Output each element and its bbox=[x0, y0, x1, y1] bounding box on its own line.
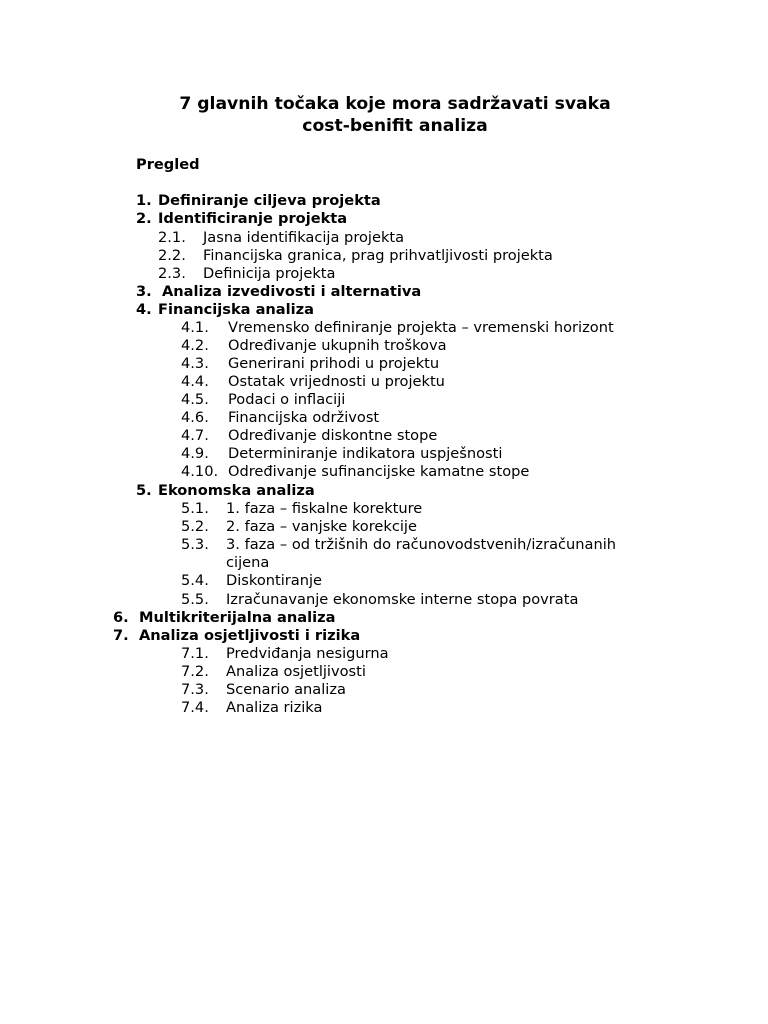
item-number: 4.6. bbox=[181, 409, 209, 426]
item-label: Izračunavanje ekonomske interne stopa povrata bbox=[226, 591, 579, 608]
item-label: 2. faza – vanjske korekcije bbox=[226, 518, 417, 535]
item-number: 5.1. bbox=[181, 500, 209, 517]
section-3 bbox=[136, 283, 421, 301]
list-item bbox=[181, 391, 345, 409]
list-item bbox=[181, 536, 616, 554]
section-label: Financijska analiza bbox=[158, 301, 315, 318]
section-number: 4. bbox=[136, 301, 152, 318]
item-label: Definicija projekta bbox=[203, 265, 336, 282]
document-title-line-2: cost-benifit analiza bbox=[302, 116, 488, 136]
item-number: 4.10. bbox=[181, 463, 219, 480]
section-1 bbox=[136, 192, 381, 210]
list-item bbox=[181, 681, 346, 699]
list-item bbox=[158, 229, 404, 247]
item-number: 7.1. bbox=[181, 645, 209, 662]
list-item bbox=[181, 463, 529, 481]
list-item bbox=[181, 319, 614, 337]
item-number: 4.1. bbox=[181, 319, 209, 336]
list-item bbox=[181, 699, 322, 717]
list-item bbox=[181, 572, 322, 590]
item-number: 5.2. bbox=[181, 518, 209, 535]
list-item bbox=[181, 591, 578, 609]
list-item bbox=[181, 355, 439, 373]
section-number: 1. bbox=[136, 192, 152, 209]
item-label: Ostatak vrijednosti u projektu bbox=[228, 373, 445, 390]
item-label: Podaci o inflaciji bbox=[228, 391, 346, 408]
item-number: 4.3. bbox=[181, 355, 209, 372]
item-number: 4.2. bbox=[181, 337, 209, 354]
list-item bbox=[181, 645, 389, 663]
item-number: 7.3. bbox=[181, 681, 209, 698]
list-item bbox=[158, 247, 553, 265]
section-2 bbox=[136, 210, 347, 228]
list-item bbox=[181, 500, 422, 518]
item-number: 5.3. bbox=[181, 536, 209, 553]
section-label: Multikriterijalna analiza bbox=[139, 609, 336, 626]
item-number: 4.4. bbox=[181, 373, 209, 390]
item-label: Analiza osjetljivosti bbox=[226, 663, 366, 680]
section-number: 6. bbox=[113, 609, 129, 626]
section-label: Analiza izvedivosti i alternativa bbox=[162, 283, 422, 300]
item-label: Predviđanja nesigurna bbox=[226, 645, 389, 662]
section-7 bbox=[113, 627, 360, 645]
section-number: 5. bbox=[136, 482, 152, 499]
item-label: Jasna identifikacija projekta bbox=[203, 229, 405, 246]
item-label: Determiniranje indikatora uspješnosti bbox=[228, 445, 503, 462]
item-number: 4.9. bbox=[181, 445, 209, 462]
item-number: 2.2. bbox=[158, 247, 186, 264]
item-label: Analiza rizika bbox=[226, 699, 323, 716]
item-label: 1. faza – fiskalne korekture bbox=[226, 500, 423, 517]
item-number: 4.7. bbox=[181, 427, 209, 444]
section-label: Ekonomska analiza bbox=[158, 482, 315, 499]
item-label: 3. faza – od tržišnih do računovodstvenih/izračunanih bbox=[226, 536, 617, 553]
section-label: Definiranje ciljeva projekta bbox=[158, 192, 381, 209]
section-label: Identificiranje projekta bbox=[158, 210, 348, 227]
item-label: Određivanje sufinancijske kamatne stope bbox=[228, 463, 530, 480]
item-label: Određivanje ukupnih troškova bbox=[228, 337, 447, 354]
item-label: Scenario analiza bbox=[226, 681, 346, 698]
list-item bbox=[181, 373, 445, 391]
item-label: Određivanje diskontne stope bbox=[228, 427, 438, 444]
section-number: 2. bbox=[136, 210, 152, 227]
item-number: 5.5. bbox=[181, 591, 209, 608]
section-number: 7. bbox=[113, 627, 129, 644]
section-label: Analiza osjetljivosti i rizika bbox=[139, 627, 361, 644]
list-item-continuation: cijena bbox=[226, 554, 270, 571]
list-item bbox=[181, 427, 437, 445]
list-item bbox=[181, 445, 502, 463]
document-title-line-1: 7 glavnih točaka koje mora sadržavati svaka bbox=[179, 94, 611, 114]
item-number: 5.4. bbox=[181, 572, 209, 589]
item-number: 7.2. bbox=[181, 663, 209, 680]
list-item bbox=[181, 409, 379, 427]
list-item bbox=[181, 518, 417, 536]
item-label: Generirani prihodi u projektu bbox=[228, 355, 440, 372]
section-number: 3. bbox=[136, 283, 152, 300]
item-label: Vremensko definiranje projekta – vremenski horizont bbox=[228, 319, 614, 336]
section-5 bbox=[136, 482, 315, 500]
section-4 bbox=[136, 301, 314, 319]
list-item bbox=[181, 337, 447, 355]
list-item bbox=[158, 265, 335, 283]
item-number: 2.3. bbox=[158, 265, 186, 282]
item-label: Financijska održivost bbox=[228, 409, 380, 426]
item-label: Financijska granica, prag prihvatljivosti projekta bbox=[203, 247, 553, 264]
overview-heading: Pregled bbox=[136, 156, 200, 173]
list-item bbox=[181, 663, 366, 681]
section-6 bbox=[113, 609, 335, 627]
item-number: 2.1. bbox=[158, 229, 186, 246]
item-label: Diskontiranje bbox=[226, 572, 323, 589]
item-number: 7.4. bbox=[181, 699, 209, 716]
item-number: 4.5. bbox=[181, 391, 209, 408]
